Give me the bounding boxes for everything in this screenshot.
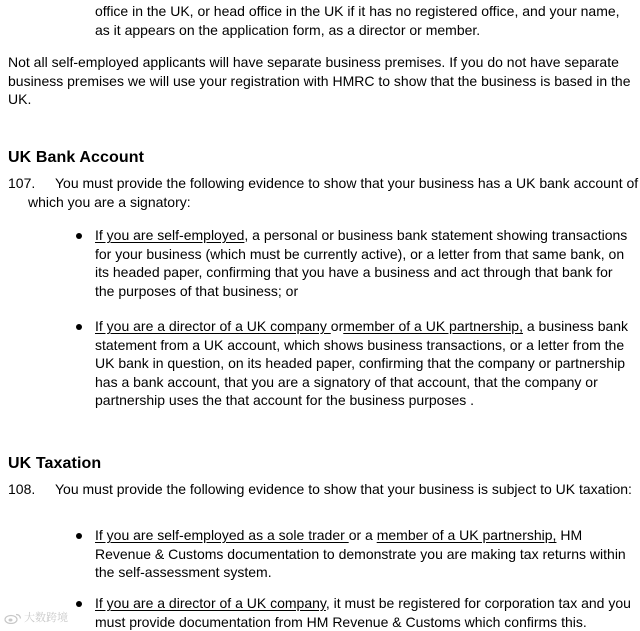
bullet-text: , a personal or business bank statement showing transactions for your business (which must be currently active), or a letter from that same bank, on its headed paper, confirming that you have a business and act through that bank for the purposes of that business; or [95, 227, 628, 299]
bullet-dot [76, 233, 82, 239]
weibo-logo-icon [4, 613, 22, 624]
self-employed-link[interactable]: If you are self-employed [95, 227, 245, 243]
section-heading-uk-taxation: UK Taxation [8, 455, 102, 472]
uk-company-director-link[interactable]: If you are a director of a UK company [95, 595, 326, 611]
paragraph-number: 107. [8, 175, 36, 191]
bullet-dot [76, 324, 82, 330]
paragraph-108 [8, 480, 640, 499]
bullet-item [95, 226, 631, 300]
bullet-text: a business bank statement from a UK account, which shows business transactions, or a letter from the UK bank in question, on its headed paper, confirming that the company or partnership has a bank account, that you are a signatory of that account, that the company or partnership uses the that account for the business purposes . [95, 318, 629, 408]
paragraph-107 [8, 174, 640, 211]
intro-line-1: office in the UK, or head office in the UK if it has no registered office, and your name, [95, 3, 620, 19]
uk-partnership-member-link[interactable]: member of a UK partnership, [343, 318, 523, 334]
bullet-text: HM Revenue & Customs documentation to demonstrate you are making tax returns within the self-assessment system. [95, 527, 626, 580]
bullet-dot [76, 601, 82, 607]
bullet-connector: or [330, 318, 344, 334]
bullet-item [95, 526, 631, 582]
watermark [4, 611, 68, 625]
watermark-text: 大数跨境 [24, 611, 68, 624]
bullet-connector: or a [348, 527, 377, 543]
paragraph-number: 108. [8, 481, 36, 497]
bullet-item [95, 317, 631, 410]
sole-trader-link[interactable]: If you are self-employed as a sole trader [95, 527, 349, 543]
bullet-text: , it must be registered for corporation tax and you must provide documentation from HM Revenue & Customs which confirms this. [95, 595, 631, 630]
bullet-item [95, 594, 631, 631]
uk-partnership-member-link[interactable]: member of a UK partnership, [376, 527, 557, 543]
premises-note: Not all self-employed applicants will have separate business premises. If you do not have separate business premises we will use your registration with HMRC to show that the business is based in the UK. [8, 54, 631, 107]
uk-company-director-link[interactable]: If you are a director of a UK company [95, 318, 331, 334]
bullet-dot [76, 533, 82, 539]
intro-line-2: as it appears on the application form, as a director or member. [95, 22, 481, 38]
section-heading-bank-account: UK Bank Account [8, 149, 145, 166]
paragraph-lead-text: You must provide the following evidence to show that your business has a UK bank account of which you are a signatory: [28, 175, 639, 210]
paragraph-lead-text: You must provide the following evidence to show that your business is subject to UK taxation: [55, 481, 632, 497]
